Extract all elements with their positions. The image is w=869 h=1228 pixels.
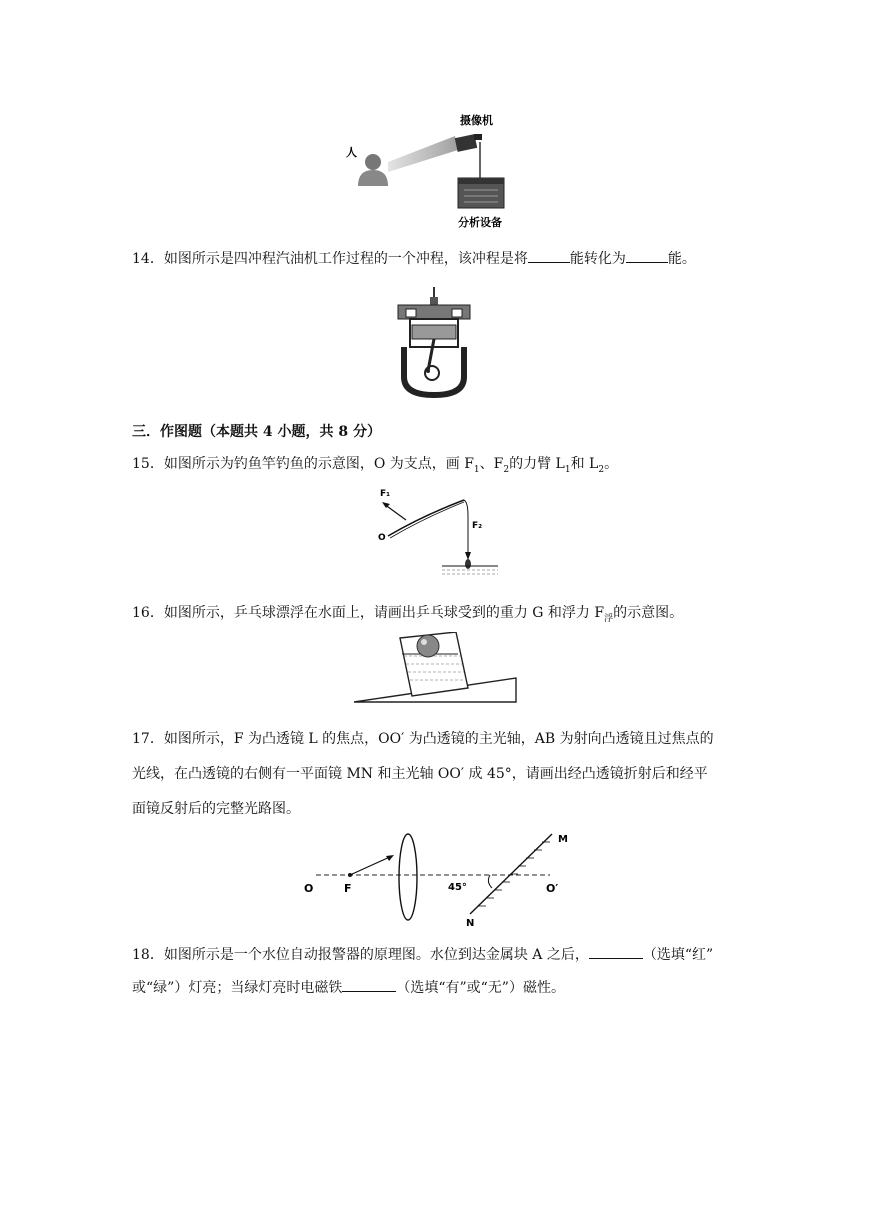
- question-17-line-2: 光线，在凸透镜的右侧有一平面镜 MN 和主光轴 OO′ 成 45°，请画出经凸透镜折射后和经平: [132, 766, 708, 782]
- answer-blank[interactable]: [342, 977, 396, 992]
- f2-label: F₂: [472, 521, 483, 531]
- question-18-line-1: 18．如图所示是一个水位自动报警器的原理图。水位到达金属块 A 之后， （选填“红”: [132, 944, 713, 965]
- crankcase: [404, 347, 464, 395]
- section-3-heading: 三．作图题（本题共 4 小题，共 8 分）: [132, 424, 381, 440]
- person-label: 人: [346, 146, 357, 159]
- incident-ray: [350, 856, 392, 875]
- fish: [465, 559, 471, 569]
- camera-label: 摄像机: [460, 114, 493, 127]
- person-body: [358, 170, 388, 186]
- ping-pong-ball: [417, 635, 439, 657]
- answer-blank[interactable]: [528, 248, 570, 263]
- question-16: 16．如图所示，乒乓球漂浮在水面上，请画出乒乓球受到的重力 G 和浮力 $F_浮$的示意图。: [132, 605, 684, 624]
- question-15: 15．如图所示为钓鱼竿钓鱼的示意图，O 为支点，画 $F_1$、$F_2$的力臂 $L_1$和 $L_2$。: [132, 456, 619, 475]
- camera-beam: [388, 136, 458, 172]
- answer-blank[interactable]: [626, 248, 668, 263]
- convex-lens: [399, 834, 417, 920]
- device-label: 分析设备: [458, 216, 502, 229]
- incline-figure: [352, 632, 518, 706]
- question-18-line-2: 或“绿”）灯亮；当绿灯亮时电磁铁 （选填“有”或“无”）磁性。: [132, 977, 565, 998]
- answer-blank[interactable]: [589, 944, 643, 959]
- lens-mirror-figure: [300, 830, 580, 930]
- camera-figure: [340, 112, 530, 232]
- f-label: F: [344, 882, 352, 895]
- pivot-o-label: O: [378, 533, 386, 543]
- f1-label: F₁: [380, 489, 391, 499]
- n-label: N: [466, 918, 475, 929]
- rod: [388, 500, 464, 536]
- piston: [412, 325, 456, 339]
- fishing-rod-figure: [372, 486, 502, 582]
- engine-figure: [388, 285, 478, 400]
- m-label: M: [558, 834, 568, 845]
- question-14: 14．如图所示是四冲程汽油机工作过程的一个冲程，该冲程是将 能转化为 能。: [132, 248, 696, 269]
- angle-label: 45°: [448, 882, 467, 893]
- o-prime-label: O′: [546, 882, 559, 895]
- person-head: [365, 154, 381, 170]
- question-17-line-1: 17．如图所示，F 为凸透镜 L 的焦点，OO′ 为凸透镜的主光轴，AB 为射向凸透镜且过焦点的: [132, 731, 714, 747]
- fishing-line: [464, 500, 468, 560]
- crankshaft: [425, 366, 439, 380]
- o-label: O: [304, 882, 314, 895]
- question-17-line-3: 面镜反射后的完整光路图。: [132, 801, 300, 817]
- camera-body: [455, 134, 477, 152]
